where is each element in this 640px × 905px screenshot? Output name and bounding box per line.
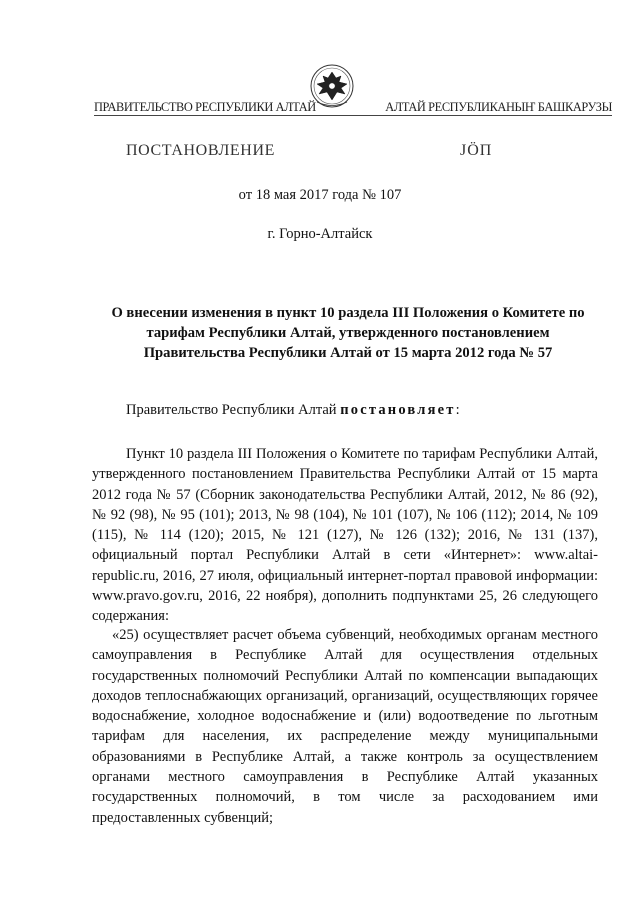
body-paragraph-1: Пункт 10 раздела III Положения о Комитете по тарифам Республики Алтай, утвержденного постановлением Правительства Республики Алтай от 15 марта 2012 года № 57 (Сборник законодательства Республики Алтай, 2012, № 86 (92), № 92 (98), № 95 (101); 2013, № 98 (104), № 101 (107), № 106 (112); 2014, № 109 (115), № 114 (120); 2015, № 121 (127), № 126 (132); 2016, № 131 (137), официальный портал Республики Алтай в сети «Интернет»: www.altai-republic.ru, 2016, 27 июля, официальный интернет-портал правовой информации: www.pravo.gov.ru, 2016, 22 ноября), дополнить подпунктами 25, 26 следующего содержания: [92, 446, 598, 625]
org-name-altai: АЛТАЙ РЕСПУБЛИКАНЫҤ БАШКАРУЗЫ [385, 100, 612, 114]
doc-type-russian: ПОСТАНОВЛЕНИЕ [126, 142, 275, 159]
document-title: О внесении изменения в пункт 10 раздела III Положения о Комитете по тарифам Республики Алтай, утвержденного постановлением Правительства Республики Алтай от 15 марта 2012 года № 57 [111, 305, 585, 361]
preamble-colon: : [455, 402, 460, 418]
header-divider [94, 115, 612, 116]
org-name-russian: ПРАВИТЕЛЬСТВО РЕСПУБЛИКИ АЛТАЙ [94, 100, 316, 114]
document-city: г. Горно-Алтайск [267, 226, 373, 242]
doc-type-altai: ЈÖП [460, 142, 493, 159]
document-date-number: от 18 мая 2017 года № 107 [238, 187, 402, 203]
preamble-subject: Правительство Республики Алтай [126, 402, 337, 418]
body-paragraph-2: «25) осуществляет расчет объема субвенций, необходимых органам местного самоуправления в Республике Алтай для осуществления отдельных государственных полномочий Республики Алтай по компенсации выпадающих доходов теплоснабжающих организаций, организаций, осуществляющих горячее водоснабжение, холодное водоснабжение и (или) водоотведение по льготным тарифам для населения, их распределение между муниципальными образованиями в Республике Алтай, а также контроль за осуществлением органами местного самоуправления в Республике Алтай указанных государственных полномочий, в том числе за расходованием ими предоставленных субвенций; [92, 627, 598, 826]
preamble-verb: постановляет [340, 402, 456, 418]
preamble [126, 402, 460, 419]
